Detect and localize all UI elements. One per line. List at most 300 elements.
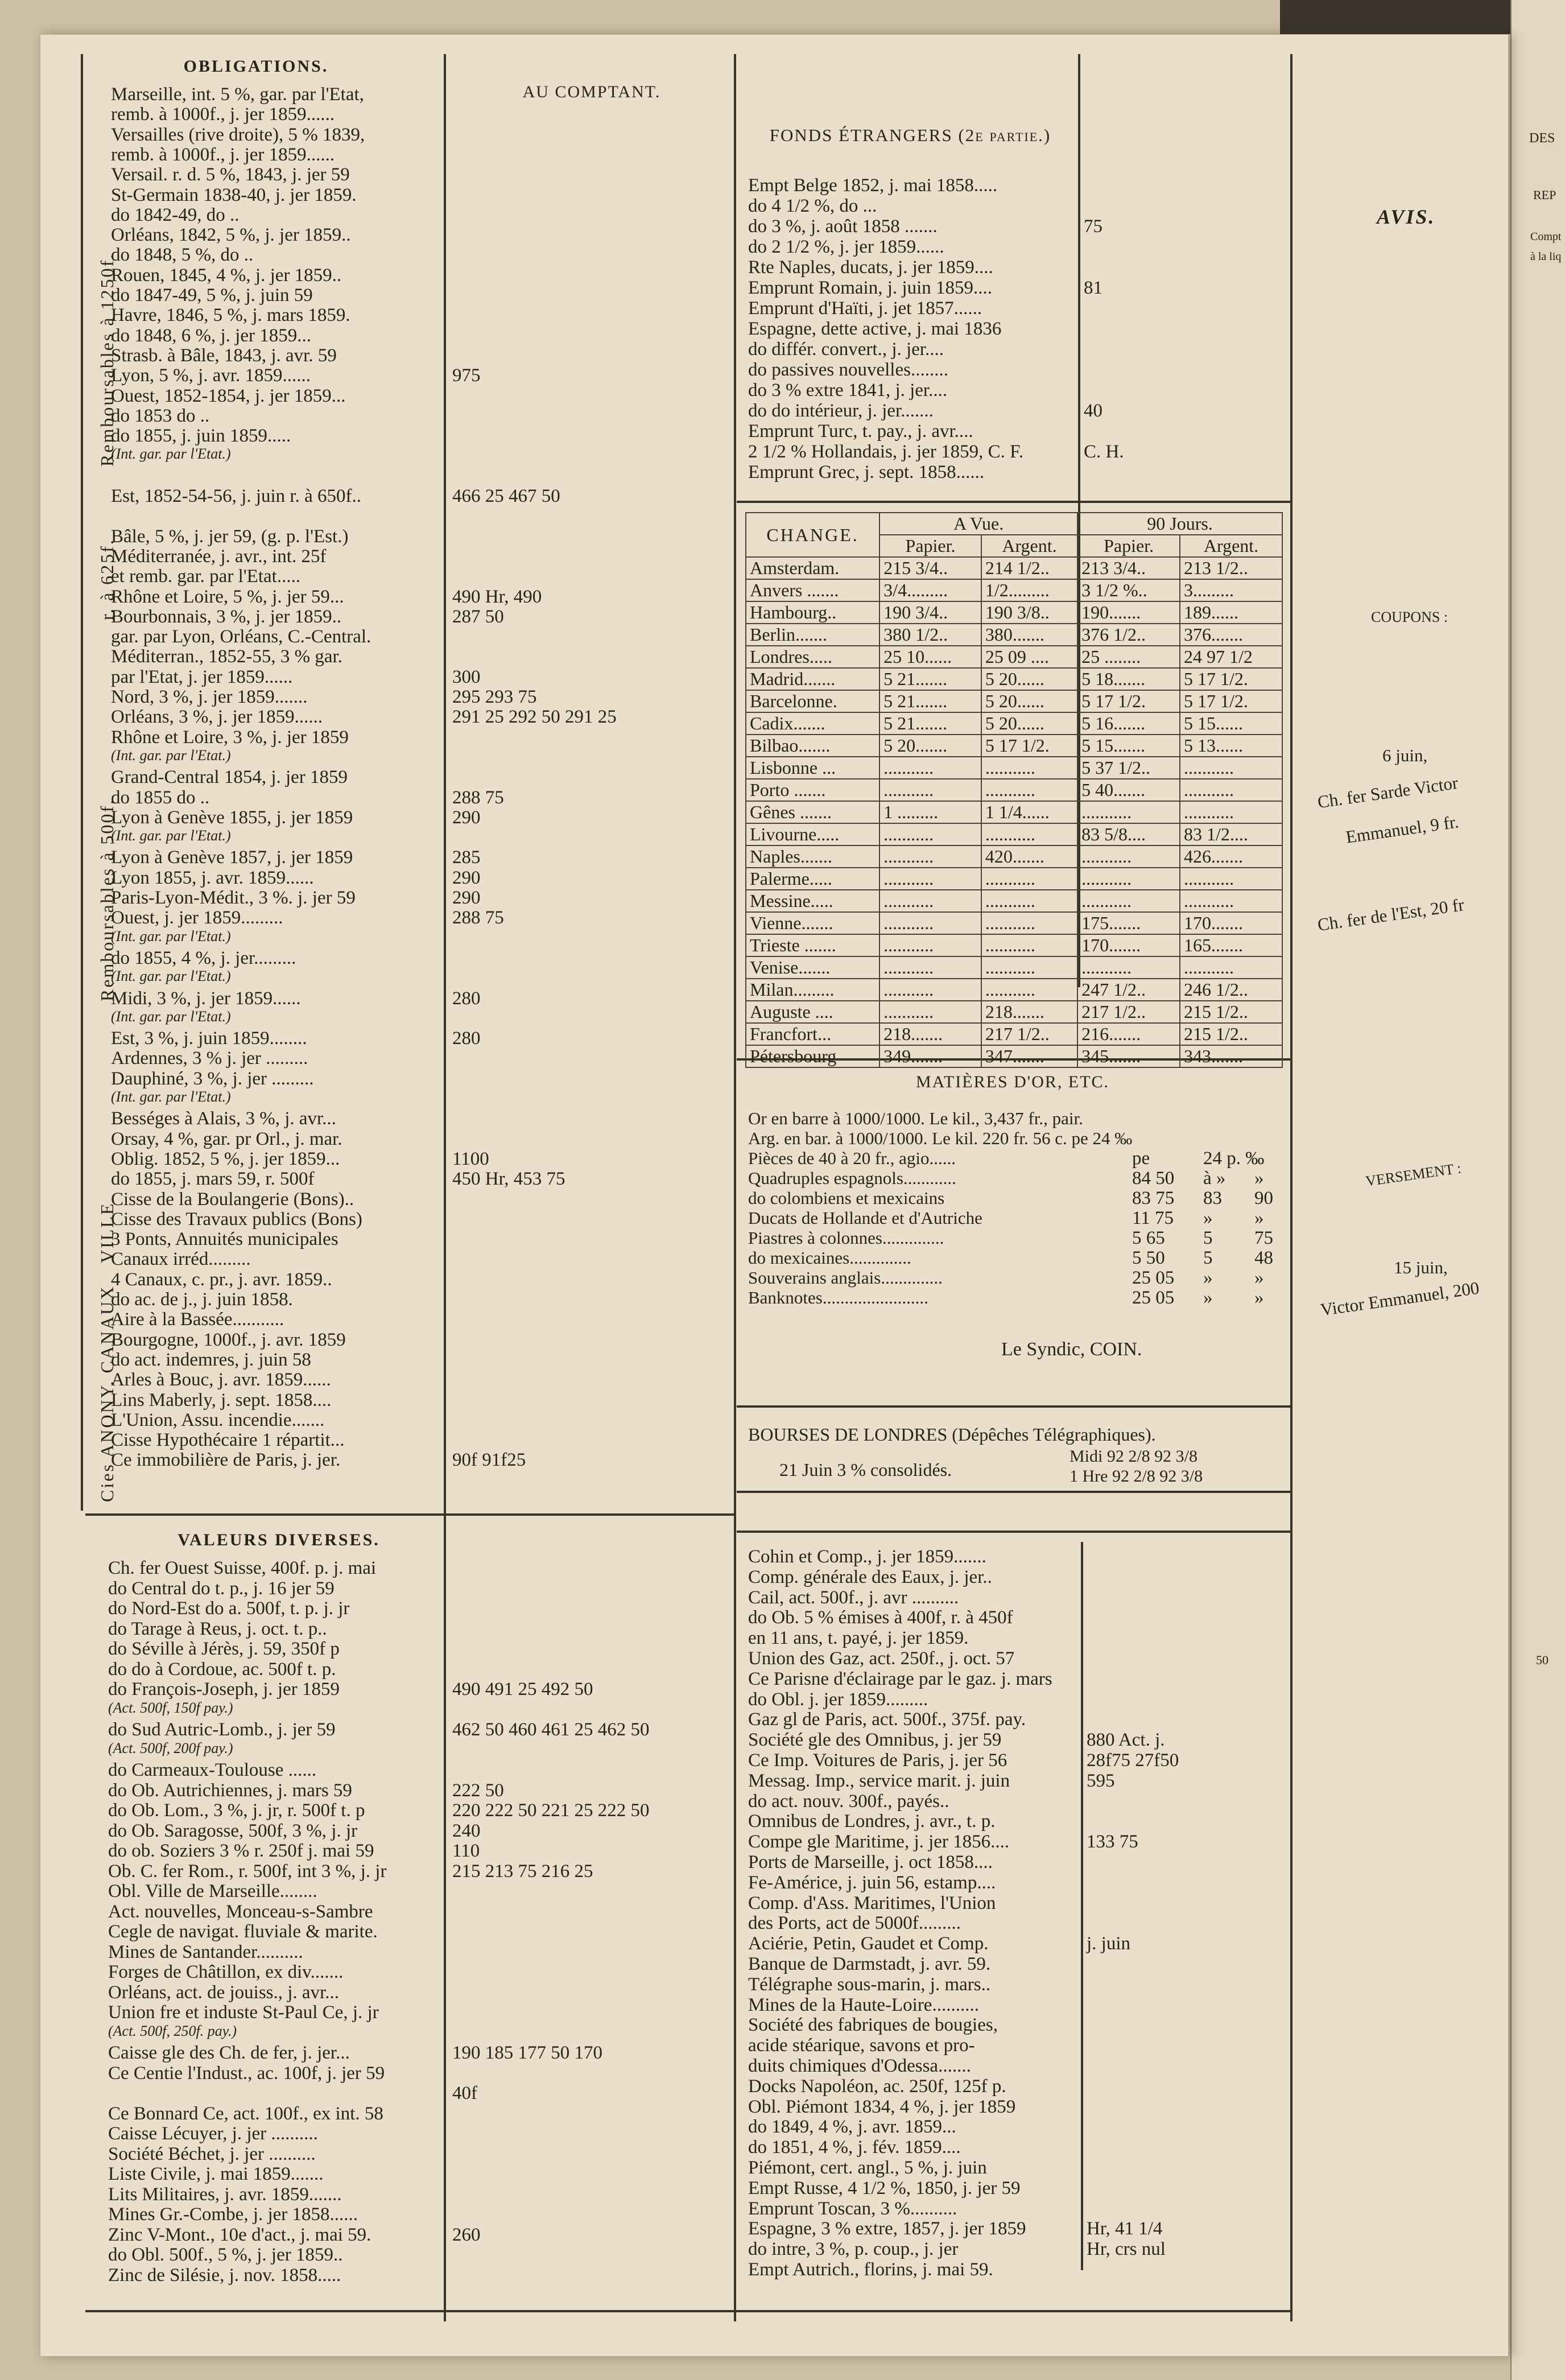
row-label: Empt Autrich., florins, j. mai 59.: [748, 2259, 993, 2280]
change-row: [746, 845, 1282, 868]
matiere-price: »: [1203, 1208, 1213, 1228]
row-label: Liste Civile, j. mai 1859.......: [108, 2164, 324, 2184]
change-rate: 5 20......: [981, 690, 1077, 712]
row-value: 110: [452, 1841, 480, 1861]
row-label: do 1849, 4 %, j. avr. 1859...: [748, 2117, 956, 2138]
row-label: Bâle, 5 %, j. jer 59, (g. p. l'Est.): [111, 526, 349, 547]
versement-date: 15 juin,: [1394, 1257, 1448, 1277]
row-label: Est, 1852-54-56, j. juin r. à 650f..: [111, 486, 361, 506]
matiere-label: do colombiens et mexicains: [748, 1188, 945, 1208]
change-row: [746, 979, 1282, 1001]
row-label: 4 Canaux, c. pr., j. avr. 1859..: [111, 1269, 332, 1290]
row-label: (Int. gar. par l'Etat.): [111, 1008, 231, 1025]
row-label: do 1848, 5 %, do ..: [111, 245, 254, 266]
row-label: remb. à 1000f., j. jer 1859......: [111, 144, 335, 165]
row-label: acide stéarique, savons et pro-: [748, 2035, 975, 2056]
row-label: Strasb. à Bâle, 1843, j. avr. 59: [111, 345, 337, 366]
row-label: do 1855, j. mars 59, r. 500f: [111, 1169, 315, 1190]
row-label: Lyon à Genève 1857, j. jer 1859: [111, 847, 353, 868]
row-label: Cisse des Travaux publics (Bons): [111, 1208, 362, 1230]
column-rule: [444, 54, 446, 2321]
change-rate: 214 1/2..: [981, 557, 1077, 579]
matiere-label: Pièces de 40 à 20 fr., agio......: [748, 1148, 956, 1168]
change-rate: ...........: [879, 868, 981, 890]
row-label: do 1851, 4 %, j. fév. 1859....: [748, 2137, 961, 2158]
matiere-label: Piastres à colonnes..............: [748, 1228, 944, 1248]
change-rate: 190 3/8..: [981, 601, 1077, 624]
row-label: Versailles (rive droite), 5 % 1839,: [111, 124, 365, 145]
change-row: [746, 1045, 1282, 1067]
group-label-ville: VILLE: [97, 1202, 117, 1263]
change-rate: 247 1/2..: [1077, 979, 1180, 1001]
matiere-price: 5: [1203, 1248, 1213, 1268]
change-city: Trieste .......: [746, 934, 879, 956]
fonds-title: FONDS ÉTRANGERS (2e partie.): [769, 125, 1051, 145]
change-city: Madrid.......: [746, 668, 879, 690]
matieres-title: MATIÈRES D'OR, ETC.: [915, 1073, 1110, 1091]
row-label: do 2 1/2 %, j. jer 1859......: [748, 237, 944, 257]
matiere-price: »: [1254, 1268, 1264, 1288]
row-label: Arles à Bouc, j. avr. 1859......: [111, 1370, 331, 1391]
matiere-price: »: [1254, 1208, 1264, 1228]
row-label: do do à Cordoue, ac. 500f t. p.: [108, 1659, 336, 1680]
change-row: [746, 646, 1282, 668]
change-rate: 5 21.......: [879, 690, 981, 712]
row-label: Aciérie, Petin, Gaudet et Comp.: [748, 1933, 989, 1954]
change-rate: 217 1/2..: [981, 1023, 1077, 1045]
change-city: Pétersbourg: [746, 1045, 879, 1067]
row-label: Cegle de navigat. fluviale & marite.: [108, 1921, 378, 1942]
matiere-price: 5: [1203, 1228, 1213, 1248]
change-rate: 215 3/4..: [879, 557, 981, 579]
change-rate: 165.......: [1180, 934, 1282, 956]
row-label: Méditerranée, j. avr., int. 25f: [111, 546, 327, 567]
valeurs-title: VALEURS DIVERSES.: [177, 1531, 380, 1549]
row-label: Cail, act. 500f., j. avr ..........: [748, 1587, 959, 1608]
row-label: Grand-Central 1854, j. jer 1859: [111, 767, 348, 788]
change-rate: 25 ........: [1077, 646, 1180, 668]
change-rate: 420.......: [981, 845, 1077, 868]
row-label: Versail. r. d. 5 %, 1843, j. jer 59: [111, 164, 350, 185]
change-row: [746, 668, 1282, 690]
change-row: [746, 557, 1282, 579]
change-rate: ...........: [981, 934, 1077, 956]
change-rate: 215 1/2..: [1180, 1023, 1282, 1045]
change-rate: ...........: [1180, 956, 1282, 979]
matiere-price: 83 75: [1132, 1188, 1175, 1208]
row-label: Ardennes, 3 % j. jer .........: [111, 1048, 308, 1069]
row-label: (Act. 500f, 150f pay.): [108, 1699, 233, 1716]
row-label: do Obl. 500f., 5 %, j. jer 1859..: [108, 2245, 343, 2265]
change-rate: ...........: [981, 912, 1077, 934]
row-label: (Int. gar. par l'Etat.): [111, 446, 231, 463]
edge-des: DES: [1529, 131, 1555, 146]
change-row: [746, 1023, 1282, 1045]
row-label: do 1855, j. juin 1859.....: [111, 426, 291, 447]
row-label: Mines de la Haute-Loire..........: [748, 1994, 979, 2015]
change-row: [746, 956, 1282, 979]
row-value: 222 50: [452, 1780, 504, 1801]
column-rule: [1290, 54, 1293, 2321]
change-rate: 25 09 ....: [981, 646, 1077, 668]
row-value: 300: [452, 666, 481, 687]
row-label: Ce Bonnard Ce, act. 100f., ex int. 58: [108, 2103, 383, 2124]
change-rate: 5 15......: [1180, 712, 1282, 735]
change-rate: ...........: [981, 779, 1077, 801]
row-label: Ch. fer Ouest Suisse, 400f. p. j. mai: [108, 1558, 377, 1578]
change-row: [746, 801, 1282, 823]
change-city: Naples.......: [746, 845, 879, 868]
row-label: do 1847-49, 5 %, j. juin 59: [111, 285, 313, 306]
row-label: Nord, 3 %, j. jer 1859.......: [111, 687, 308, 707]
versement-emmanuel: Victor Emmanuel, 200: [1319, 1277, 1481, 1320]
section-rule: [737, 501, 1291, 503]
row-value: 466 25 467 50: [452, 486, 560, 506]
change-rate: ...........: [1077, 868, 1180, 890]
row-label: do Ob. Lom., 3 %, j. jr, r. 500f t. p: [108, 1800, 365, 1821]
row-label: Société gle des Omnibus, j. jer 59: [748, 1730, 1002, 1751]
change-rate: ...........: [879, 890, 981, 912]
row-value: 1100: [452, 1148, 489, 1169]
change-rate: 190.......: [1077, 601, 1180, 624]
row-label: do intre, 3 %, p. coup., j. jer: [748, 2239, 959, 2260]
change-city: Hambourg..: [746, 601, 879, 624]
change-rate: 190 3/4..: [879, 601, 981, 624]
matiere-price: 90: [1254, 1188, 1273, 1208]
change-rate: ...........: [879, 912, 981, 934]
row-label: do Ob. 5 % émises à 400f, r. à 450f: [748, 1607, 1013, 1628]
change-city: Palerme.....: [746, 868, 879, 890]
change-rate: ...........: [981, 890, 1077, 912]
row-label: Caisse gle des Ch. de fer, j. jer...: [108, 2043, 350, 2063]
row-label: Emprunt d'Haïti, j. jet 1857......: [748, 298, 982, 319]
section-rule: [737, 1405, 1291, 1408]
change-rate: ...........: [879, 757, 981, 779]
matiere-price: 5 50: [1132, 1248, 1165, 1268]
row-value: 280: [452, 988, 481, 1009]
matiere-price: »: [1254, 1168, 1264, 1189]
change-rate: 5 21.......: [879, 712, 981, 735]
row-label: Act. nouvelles, Monceau-s-Sambre: [108, 1901, 373, 1922]
section-rule: [737, 1491, 1291, 1493]
change-rate: 25 10......: [879, 646, 981, 668]
row-label: Emprunt Grec, j. sept. 1858......: [748, 462, 985, 482]
row-label: do Tarage à Reus, j. oct. t. p..: [108, 1618, 327, 1639]
change-rate: ...........: [981, 868, 1077, 890]
change-row: [746, 712, 1282, 735]
row-label: Ob. C. fer Rom., r. 500f, int 3 %, j. jr: [108, 1861, 387, 1882]
row-value: 490 491 25 492 50: [452, 1679, 593, 1700]
row-label: Union fre et induste St-Paul Ce, j. jr: [108, 2002, 379, 2023]
a-vue-header: A Vue.: [879, 513, 1077, 535]
change-row: [746, 1001, 1282, 1023]
row-value: 290: [452, 888, 481, 908]
matiere-label: Quadruples espagnols............: [748, 1168, 956, 1188]
row-value: 287 50: [452, 606, 504, 627]
row-label: Empt Belge 1852, j. mai 1858.....: [748, 175, 998, 196]
change-rate: ...........: [879, 1001, 981, 1023]
row-value: 462 50 460 461 25 462 50: [452, 1719, 650, 1740]
row-label: Rhône et Loire, 3 %, j. jer 1859: [111, 727, 349, 748]
row-label: do act. nouv. 300f., payés..: [748, 1791, 949, 1812]
row-label: Télégraphe sous-marin, j. mars..: [748, 1974, 991, 1995]
matiere-price: 48: [1254, 1248, 1273, 1268]
change-rate: 246 1/2..: [1180, 979, 1282, 1001]
change-rate: ...........: [981, 823, 1077, 845]
row-label: Forges de Châtillon, ex div.......: [108, 1962, 344, 1982]
row-label: Rte Naples, ducats, j. jer 1859....: [748, 257, 993, 278]
row-label: Bourgogne, 1000f., j. avr. 1859: [111, 1329, 346, 1350]
row-label: Havre, 1846, 5 %, j. mars 1859.: [111, 305, 350, 326]
row-label: Empt Russe, 4 1/2 %, 1850, j. jer 59: [748, 2177, 1021, 2198]
row-label: Orléans, act. de jouiss., j. avr...: [108, 1982, 339, 2003]
row-label: Ce Centie l'Indust., ac. 100f, j. jer 59: [108, 2063, 385, 2084]
change-rate: 5 40.......: [1077, 779, 1180, 801]
change-rate: 218.......: [981, 1001, 1077, 1023]
change-rate: ...........: [1077, 845, 1180, 868]
change-rate: 5 17 1/2.: [981, 735, 1077, 757]
row-label: Midi, 3 %, j. jer 1859......: [111, 988, 301, 1009]
row-label: Société Béchet, j. jer ..........: [108, 2143, 316, 2164]
coupons-title: COUPONS :: [1371, 609, 1448, 625]
row-label: Gaz gl de Paris, act. 500f., 375f. pay.: [748, 1709, 1026, 1730]
row-label: Obl. Ville de Marseille........: [108, 1881, 317, 1901]
row-value: 220 222 50 221 25 222 50: [452, 1800, 650, 1821]
change-row: [746, 823, 1282, 845]
row-value: j. juin: [1087, 1933, 1131, 1954]
row-value: 75: [1084, 216, 1102, 237]
change-rate: 347.......: [981, 1045, 1077, 1067]
row-label: do do intérieur, j. jer.......: [748, 401, 934, 421]
row-label: Caisse Lécuyer, j. jer ..........: [108, 2123, 318, 2144]
matiere-label: Ducats de Hollande et d'Autriche: [748, 1208, 982, 1228]
row-label: Est, 3 %, j. juin 1859........: [111, 1028, 307, 1049]
row-value: 215 213 75 216 25: [452, 1861, 593, 1882]
group-label-canaux: Cies ANONY. CANAUX: [97, 1285, 117, 1502]
row-value: 490 Hr, 490: [452, 586, 542, 607]
londres-consolides: 21 Juin 3 % consolidés.: [779, 1459, 952, 1480]
row-value: 595: [1087, 1770, 1115, 1791]
row-label: do Obl. j. jer 1859.........: [748, 1689, 928, 1710]
change-rate: 189......: [1180, 601, 1282, 624]
row-value: 240: [452, 1820, 481, 1841]
change-row: [746, 779, 1282, 801]
change-rate: 380.......: [981, 624, 1077, 646]
londres-title: BOURSES DE LONDRES (Dépêches Télégraphiques).: [748, 1424, 1156, 1445]
row-label: Oblig. 1852, 5 %, j. jer 1859...: [111, 1148, 340, 1169]
papier-header: Papier.: [879, 535, 981, 557]
row-label: Ports de Marseille, j. oct 1858....: [748, 1852, 993, 1872]
change-rate: 83 5/8....: [1077, 823, 1180, 845]
row-label: (Act. 500f, 200f pay.): [108, 1739, 233, 1756]
change-row: [746, 757, 1282, 779]
change-rate: 349.......: [879, 1045, 981, 1067]
matiere-price: 25 05: [1132, 1268, 1175, 1288]
row-value: Hr, 41 1/4: [1087, 2218, 1163, 2239]
row-label: Paris-Lyon-Médit., 3 %. j. jer 59: [111, 888, 356, 908]
change-rate: 215 1/2..: [1180, 1001, 1282, 1023]
matiere-price: 84 50: [1132, 1168, 1175, 1189]
row-label: (Int. gar. par l'Etat.): [111, 827, 231, 844]
row-label: (Int. gar. par l'Etat.): [111, 1088, 231, 1105]
matiere-price: »: [1254, 1288, 1264, 1308]
change-rate: 5 20......: [981, 712, 1077, 735]
row-label: Union des Gaz, act. 250f., j. oct. 57: [748, 1648, 1015, 1669]
row-label: do 1855, 4 %, j. jer.........: [111, 947, 296, 968]
change-city: Vienne.......: [746, 912, 879, 934]
adjacent-page-edge: [1510, 0, 1565, 2380]
row-label: do Central do t. p., j. 16 jer 59: [108, 1578, 335, 1599]
matiere-label: Souverains anglais..............: [748, 1268, 943, 1288]
argent-header: Argent.: [1180, 535, 1282, 557]
change-rate: 216.......: [1077, 1023, 1180, 1045]
row-label: Lyon 1855, j. avr. 1859......: [111, 867, 314, 888]
group-label-1250: Remboursables à 1250f.: [97, 252, 117, 467]
change-rate: 426.......: [1180, 845, 1282, 868]
change-rate: 213 1/2..: [1180, 557, 1282, 579]
change-city: Francfort...: [746, 1023, 879, 1045]
row-value: 280: [452, 1028, 481, 1049]
row-label: do passives nouvelles........: [748, 360, 948, 380]
row-value: 90f 91f25: [452, 1450, 526, 1471]
row-label: Orléans, 3 %, j. jer 1859......: [111, 707, 323, 728]
change-rate: 3.........: [1180, 579, 1282, 601]
row-label: do act. indemres, j. juin 58: [111, 1349, 311, 1370]
row-label: des Ports, act de 5000f.........: [748, 1913, 961, 1934]
row-label: Messag. Imp., service marit. j. juin: [748, 1770, 1010, 1791]
change-rate: ...........: [1077, 801, 1180, 823]
change-city: Bilbao.......: [746, 735, 879, 757]
avis-title: AVIS.: [1377, 205, 1436, 228]
row-label: Emprunt Toscan, 3 %..........: [748, 2198, 957, 2219]
change-rate: 170.......: [1180, 912, 1282, 934]
row-label: Comp. générale des Eaux, j. jer..: [748, 1566, 992, 1587]
row-label: par l'Etat, j. jer 1859......: [111, 666, 293, 687]
edge-compte: Compt: [1530, 230, 1562, 243]
row-label: do Carmeaux-Toulouse ......: [108, 1760, 317, 1780]
row-label: Orléans, 1842, 5 %, j. jer 1859..: [111, 225, 351, 246]
change-rate: 376 1/2..: [1077, 624, 1180, 646]
row-label: Omnibus de Londres, j. avr., t. p.: [748, 1811, 996, 1832]
row-label: do Ob. Autrichiennes, j. mars 59: [108, 1780, 352, 1801]
row-label: Orsay, 4 %, gar. pr Orl., j. mar.: [111, 1128, 342, 1149]
row-label: Bourbonnais, 3 %, j. jer 1859..: [111, 606, 342, 627]
row-label: do 3 %, j. août 1858 .......: [748, 216, 938, 237]
row-label: Zinc V-Mont., 10e d'act., j. mai 59.: [108, 2224, 371, 2245]
row-label: Docks Napoléon, ac. 250f, 125f p.: [748, 2076, 1006, 2097]
change-rate: ...........: [1180, 757, 1282, 779]
change-rate: ...........: [1180, 801, 1282, 823]
londres-midi: Midi 92 2/8 92 3/8: [1070, 1447, 1198, 1466]
change-rate: 3/4.........: [879, 579, 981, 601]
row-value: 290: [452, 807, 481, 828]
change-row: [746, 624, 1282, 646]
row-value: 295 293 75: [452, 687, 537, 707]
row-value: 190 185 177 50 170: [452, 2043, 602, 2063]
matiere-price: 75: [1254, 1228, 1273, 1248]
row-label: (Int. gar. par l'Etat.): [111, 968, 231, 985]
change-table: [745, 512, 1283, 1068]
row-label: do ob. Soziers 3 % r. 250f j. mai 59: [108, 1841, 374, 1861]
change-rate: ...........: [1077, 890, 1180, 912]
change-rate: 376.......: [1180, 624, 1282, 646]
row-label: Banque de Darmstadt, j. avr. 59.: [748, 1954, 991, 1974]
row-value: 40: [1084, 401, 1102, 421]
row-label: Ce Parisne d'éclairage par le gaz. j. mars: [748, 1668, 1052, 1689]
change-rate: ...........: [1180, 890, 1282, 912]
row-label: (Act. 500f, 250f. pay.): [108, 2022, 237, 2039]
row-label: Méditerran., 1852-55, 3 % gar.: [111, 646, 342, 667]
row-label: St-Germain 1838-40, j. jer 1859.: [111, 184, 357, 205]
row-label: Cohin et Comp., j. jer 1859.......: [748, 1546, 986, 1567]
change-rate: ...........: [879, 934, 981, 956]
matiere-price: »: [1203, 1268, 1213, 1288]
row-label: Zinc de Silésie, j. nov. 1858.....: [108, 2264, 341, 2286]
coupon-date: 6 juin,: [1382, 745, 1428, 765]
row-value: 133 75: [1087, 1832, 1138, 1853]
section-rule: [85, 1513, 734, 1516]
change-rate: 5 17 1/2.: [1180, 690, 1282, 712]
row-label: Rhône et Loire, 5 %, j. jer 59...: [111, 586, 344, 607]
row-label: Emprunt Turc, t. pay., j. avr....: [748, 421, 973, 442]
syndic-signature: Le Syndic, COIN.: [1001, 1339, 1142, 1360]
row-label: do 1848, 6 %, j. jer 1859...: [111, 325, 311, 346]
row-label: Emprunt Romain, j. juin 1859....: [748, 278, 992, 298]
change-row: [746, 890, 1282, 912]
row-label: do différ. convert., j. jer....: [748, 339, 944, 360]
change-city: Gênes .......: [746, 801, 879, 823]
au-comptant-header: AU COMPTANT.: [522, 83, 661, 101]
edge-liq: à la liq: [1530, 250, 1562, 263]
row-label: do 3 % extre 1841, j. jer....: [748, 380, 948, 401]
90-jours-header: 90 Jours.: [1077, 513, 1282, 535]
change-rate: 1 .........: [879, 801, 981, 823]
row-label: Ouest, j. jer 1859.........: [111, 908, 283, 929]
change-rate: 5 16.......: [1077, 712, 1180, 735]
versement-title: VERSEMENT :: [1364, 1160, 1463, 1190]
change-rate: 5 17 1/2.: [1077, 690, 1180, 712]
change-rate: ...........: [879, 823, 981, 845]
row-label: Lyon, 5 %, j. avr. 1859......: [111, 365, 311, 386]
change-rate: 5 37 1/2..: [1077, 757, 1180, 779]
row-label: et remb. gar. par l'Etat.....: [111, 566, 301, 587]
edge-rep: REP: [1533, 188, 1556, 202]
change-city: Cadix.......: [746, 712, 879, 735]
coupon-emmanuel: Emmanuel, 9 fr.: [1344, 811, 1460, 847]
row-label: Piémont, cert. angl., 5 %, j. juin: [748, 2158, 987, 2178]
column-rule: [1081, 1542, 1083, 2270]
row-label: Lyon à Genève 1855, j. jer 1859: [111, 807, 353, 828]
change-rate: ...........: [879, 956, 981, 979]
row-label: Société des fabriques de bougies,: [748, 2015, 998, 2036]
row-label: do 1853 do ..: [111, 405, 210, 426]
change-city: Londres.....: [746, 646, 879, 668]
change-rate: 83 1/2....: [1180, 823, 1282, 845]
change-rate: 345.......: [1077, 1045, 1180, 1067]
matiere-label: Or en barre à 1000/1000. Le kil., 3,437 fr., pair.: [748, 1108, 1083, 1128]
row-label: do François-Joseph, j. jer 1859: [108, 1679, 340, 1700]
change-city: Berlin.......: [746, 624, 879, 646]
change-rate: 5 20.......: [879, 735, 981, 757]
matiere-price: 83: [1203, 1188, 1222, 1208]
coupon-sarde: Ch. fer Sarde Victor: [1316, 772, 1460, 812]
row-value: 260: [452, 2224, 481, 2245]
change-rate: ...........: [1077, 956, 1180, 979]
row-value: 290: [452, 867, 481, 888]
row-label: Ce immobilière de Paris, j. jer.: [111, 1450, 341, 1471]
row-label: do Ob. Saragosse, 500f, 3 %, j. jr: [108, 1820, 358, 1841]
group-rule: [81, 54, 83, 1511]
